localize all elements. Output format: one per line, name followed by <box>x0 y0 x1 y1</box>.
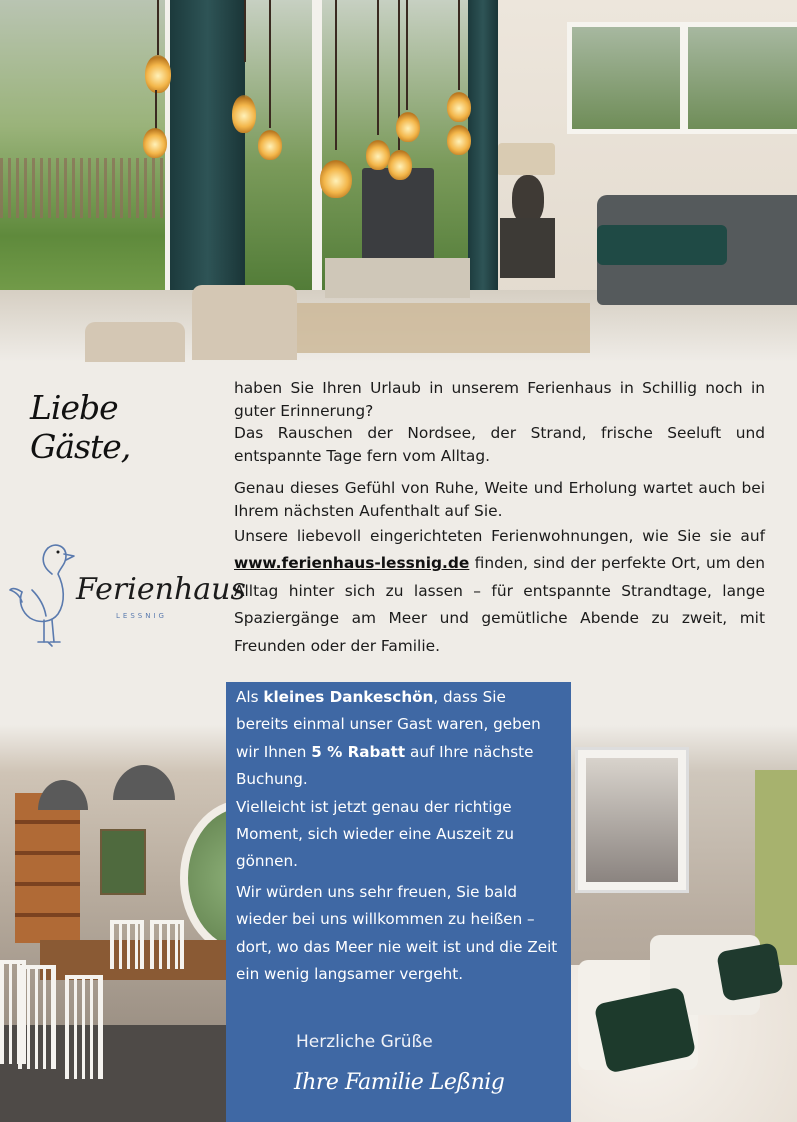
bedroom-photo <box>570 725 797 1122</box>
thanks-t3: auf Ihre nächste Buchung. <box>236 742 534 789</box>
living-room-photo <box>0 0 797 362</box>
logo-name: Ferienhaus <box>76 572 246 607</box>
thanks-paragraph-1 <box>236 684 561 794</box>
ferienhaus-logo <box>8 530 246 655</box>
thanks-paragraph-2: Vielleicht ist jetzt genau der richtige Moment, sich wieder eine Auszeit zu gönnen. <box>236 797 514 871</box>
intro-text <box>234 377 765 660</box>
thanks-t2: , dass Sie bereits einmal unser Gast waren, geben wir Ihnen <box>236 688 541 761</box>
website-link[interactable]: www.ferienhaus-lessnig.de <box>234 554 470 573</box>
logo-subtitle: LESSNIG <box>116 612 167 620</box>
intro-paragraph-1: haben Sie Ihren Urlaub in unserem Ferienhaus in Schillig noch in guter Erinnerung? <box>234 379 765 420</box>
closing-greeting: Herzliche Grüße <box>296 1032 433 1052</box>
thanks-paragraph-3: Wir würden uns sehr freuen, Sie bald wieder bei uns willkommen zu heißen –dort, wo das Meer nie weit ist und die Zeit ein wenig langsamer vergeht. <box>236 882 558 984</box>
intro-paragraph-3: Genau dieses Gefühl von Ruhe, Weite und Erholung wartet auch bei Ihrem nächsten Aufenthalt auf Sie. <box>234 479 765 520</box>
greeting-heading: Liebe Gäste, <box>30 388 131 466</box>
intro-paragraph-4 <box>234 523 765 661</box>
thanks-t1: Als <box>236 688 259 706</box>
thank-you-box <box>226 682 571 1122</box>
thanks-discount: 5 % Rabatt <box>311 742 406 761</box>
seagull-icon <box>8 530 83 655</box>
intro-p4-after: finden, sind der perfekte Ort, um den Alltag hinter sich zu lassen – für entspannte Strandtage, lange Spaziergänge am Meer und gemütliche Abende zu zweit, mit Freunden oder der Familie. <box>234 554 765 655</box>
intro-p4-before: Unsere liebevoll eingerichteten Ferienwohnungen, wie Sie sie auf <box>234 526 765 545</box>
thanks-dankeschoen: kleines Dankeschön <box>263 688 434 706</box>
intro-paragraph-2: Das Rauschen der Nordsee, der Strand, frische Seeluft und entspannte Tage fern vom Alltag. <box>234 424 765 465</box>
thank-you-text <box>236 684 561 988</box>
dining-room-photo <box>0 725 230 1122</box>
signature: Ihre Familie Leßnig <box>294 1070 505 1095</box>
